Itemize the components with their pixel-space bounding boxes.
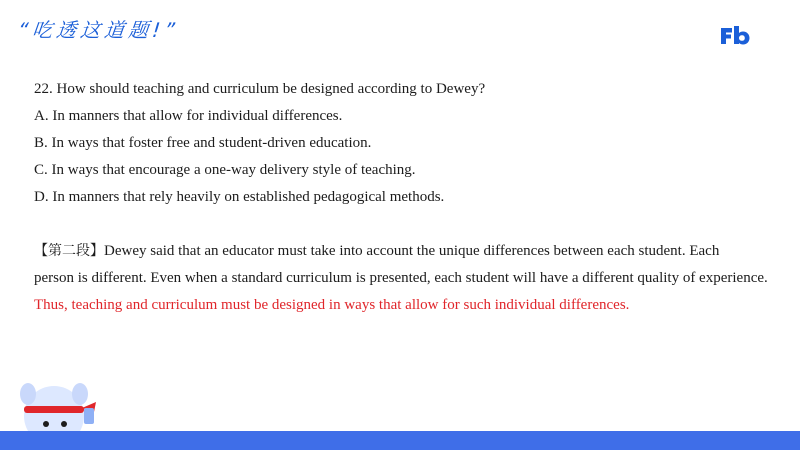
option-b[interactable]: B. In ways that foster free and student-driven education.	[34, 135, 372, 151]
explanation-block	[34, 240, 782, 321]
bottom-bar	[0, 431, 800, 450]
explanation-text-1: Dewey said that an educator must take into account the unique differences between each student. Each	[104, 243, 720, 259]
option-d[interactable]: D. In manners that rely heavily on established pedagogical methods.	[34, 189, 445, 205]
explanation-line-1	[34, 240, 782, 267]
question-block	[34, 78, 774, 213]
paragraph-tag: 【第二段】	[34, 243, 104, 259]
explanation-highlight: Thus, teaching and curriculum must be designed in ways that allow for such individual differences.	[34, 297, 630, 313]
option-a[interactable]: A. In manners that allow for individual differences.	[34, 108, 343, 124]
option-c[interactable]: C. In ways that encourage a one-way delivery style of teaching.	[34, 162, 416, 178]
question-stem: 22. How should teaching and curriculum be designed according to Dewey?	[34, 81, 486, 97]
fb-logo-icon	[718, 24, 752, 46]
header-title: “吃透这道题!”	[16, 18, 180, 42]
explanation-line-2: person is different. Even when a standard curriculum is presented, each student will have a different quality of experience.	[34, 270, 768, 286]
